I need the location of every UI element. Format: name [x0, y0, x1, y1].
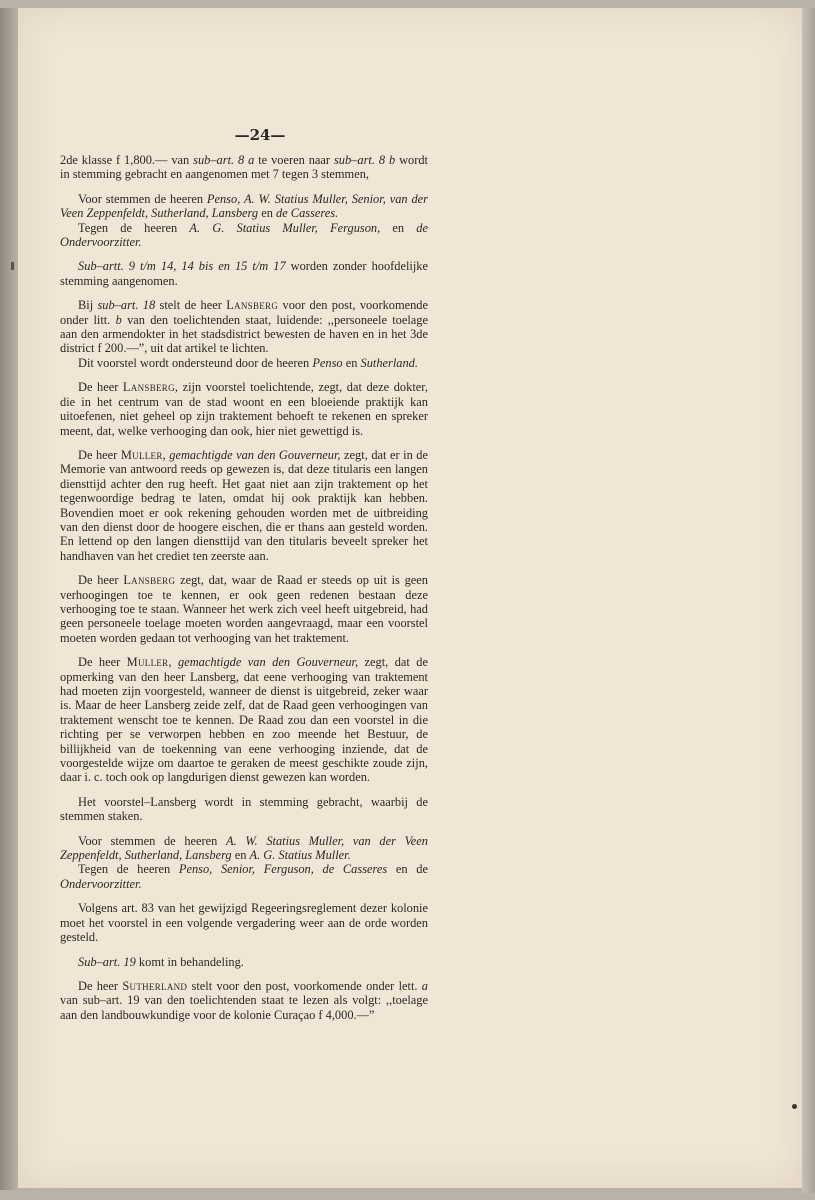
- paragraph: De heer Sutherland stelt voor den post, voorkomende onder lett. a van sub–art. 19 van den toelichtenden staat te lezen als volgt: ,,toelage aan den landbouwkundige voor de kolonie Curaçao f 4,000.—”: [60, 978, 428, 1022]
- binding-hole: [792, 1104, 797, 1109]
- paragraph: 2de klasse f 1,800.— van sub–art. 8 a te voeren naar sub–art. 8 b wordt in stemming gebracht en aangenomen met 7 tegen 3 stemmen,: [60, 153, 428, 182]
- paragraph: Sub–artt. 9 t/m 14, 14 bis en 15 t/m 17 worden zonder hoofdelijke stemming aangenomen.: [60, 259, 428, 288]
- paragraph: Sub–art. 19 komt in behandeling.: [78, 954, 244, 969]
- paragraph: De heer Muller, gemachtigde van den Gouverneur, zegt, dat de opmerking van den heer Lansberg, dat eene verhooging van traktement had moeten zijn voorgesteld, wanneer de dienst is uitgebreid, zeker waar is. Maar de heer Lansberg zeide zelf, dat de Raad geen verhoogingen van traktement wenscht toe te kennen. De Raad zou dan een voorstel in die richting per se verworpen hebben en zoo meende het Bestuur, de billijkheid van de toekenning van eene verhooging inziende, dat de voorgestelde wijze om daartoe te geraken de meest geschikte zoude zijn, daar i. c. toch ook op langdurigen dienst gewezen kan worden.: [60, 655, 428, 785]
- paragraph: Tegen de heeren Penso, Senior, Ferguson, de Casseres en de Ondervoorzitter.: [60, 862, 428, 891]
- paragraph: Bij sub–art. 18 stelt de heer Lansberg voor den post, voorkomende onder litt. b van den toelichtenden staat, luidende: ,,personeele toelage aan den armendokter in het stadsdistrict bewesten de haven en in het 3de district f 200.—”, uit dat artikel te lichten.: [60, 298, 428, 356]
- paragraph: Tegen de heeren A. G. Statius Muller, Ferguson, en de Ondervoorzitter.: [60, 220, 428, 250]
- paragraph: Voor stemmen de heeren Penso, A. W. Statius Muller, Senior, van der Veen Zeppenfeldt, Sutherland, Lansberg en de Casseres.: [60, 191, 428, 221]
- text-column: [60, 153, 428, 1032]
- scan-right-edge: [802, 8, 815, 1193]
- paragraph: Volgens art. 83 van het gewijzigd Regeeringsreglement dezer kolonie moet het voorstel in een volgende vergadering weer aan de orde worden gesteld.: [60, 901, 428, 945]
- paragraph: Dit voorstel wordt ondersteund door de heeren Penso en Sutherland.: [78, 355, 418, 370]
- paragraph: Voor stemmen de heeren A. W. Statius Muller, van der Veen Zeppenfeldt, Sutherland, Lansberg en A. G. Statius Muller.: [60, 833, 428, 863]
- document-page: [18, 8, 802, 1188]
- paragraph: De heer Lansberg, zijn voorstel toelichtende, zegt, dat deze dokter, die in het centrum van de stad woont en een bloeiende praktijk kan uitoefenen, niet geheel op zijn traktement behoeft te rekenen en spreker meent, dat, welke verhooging dan ook, hier niet gewettigd is.: [60, 380, 428, 438]
- paragraph: Het voorstel–Lansberg wordt in stemming gebracht, waarbij de stemmen staken.: [60, 794, 428, 824]
- paragraph: De heer Lansberg zegt, dat, waar de Raad er steeds op uit is geen verhoogingen toe te kennen, er ook geen redenen bestaan deze verhooging toe te staan. Wanneer het werk zich veel heeft uitgebreid, had geen personeele toelage moeten worden aangevraagd, maar een voorstel moeten worden gedaan tot verhooging van het traktement.: [60, 573, 428, 645]
- paragraph: De heer Muller, gemachtigde van den Gouverneur, zegt, dat er in de Memorie van antwoord reeds op gewezen is, dat deze titularis een langen diensttijd achter den rug heeft. Het gaat niet aan zijn traktement op het tegenwoordige bedrag te laten, omdat hij ook praktijk kan hebben. Bovendien moet er ook rekening gehouden worden met de uitbreiding van den dienst door de hoogere eischen, die er thans aan gesteld worden. En lettend op den langen diensttijd van den titularis beveelt spreker het handhaven van het crediet ten zeerste aan.: [60, 447, 428, 563]
- page-number: —24—: [234, 126, 286, 144]
- margin-mark: [11, 262, 14, 270]
- scan-left-shadow: [0, 8, 18, 1190]
